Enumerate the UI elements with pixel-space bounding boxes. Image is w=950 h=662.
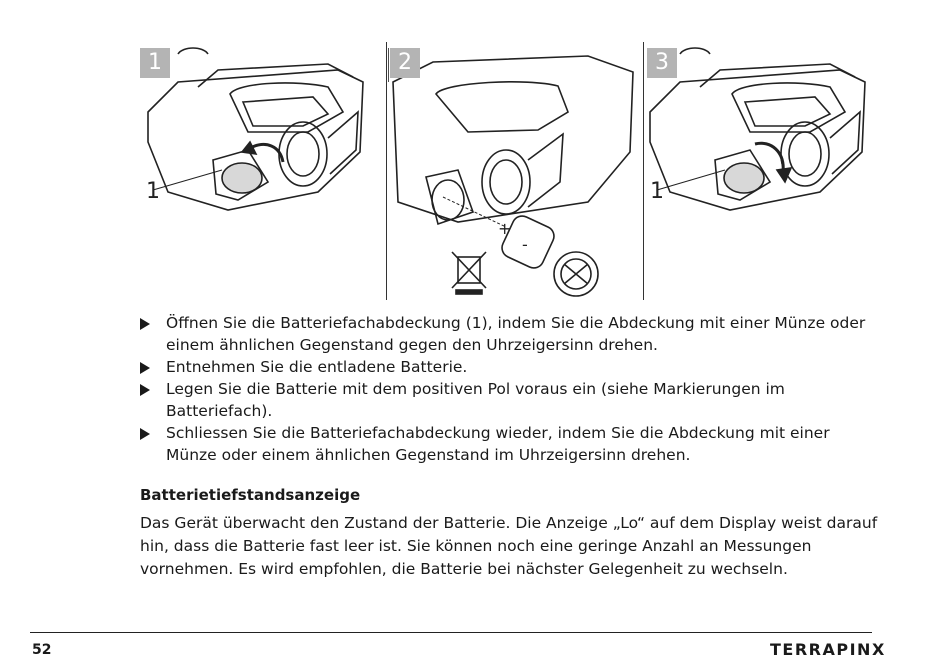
figure-step-2 bbox=[388, 42, 640, 300]
figure-step-3 bbox=[645, 42, 875, 300]
page-number: 52 bbox=[32, 642, 52, 658]
device-open-cover-illustration bbox=[138, 42, 378, 300]
instruction-text: Legen Sie die Batterie mit dem positiven Pol voraus ein (siehe Markierungen im Batteriefach). bbox=[166, 380, 785, 420]
instruction-list bbox=[140, 312, 880, 466]
bullet-arrow-icon bbox=[140, 384, 150, 396]
instruction-text: Entnehmen Sie die entladene Batterie. bbox=[166, 358, 468, 376]
battery-insert-illustration bbox=[388, 42, 640, 300]
instruction-text: Schliessen Sie die Batteriefachabdeckung wieder, indem Sie die Abdeckung mit einer Münze oder einem ähnlichen Gegenstand im Uhrzeigersinn drehen. bbox=[166, 424, 830, 464]
figure-step-1 bbox=[138, 42, 378, 300]
step-number-1: 1 bbox=[140, 48, 170, 78]
instruction-text: Öffnen Sie die Batteriefachabdeckung (1), indem Sie die Abdeckung mit einer Münze oder einem ähnlichen Gegenstand gegen den Uhrzeigersinn drehen. bbox=[166, 314, 866, 354]
callout-1-label: 1 bbox=[146, 179, 160, 204]
footer-divider bbox=[30, 632, 872, 633]
list-item bbox=[140, 356, 880, 378]
figure-divider bbox=[386, 42, 387, 300]
callout-1-label: 1 bbox=[650, 179, 664, 204]
list-item bbox=[140, 378, 880, 422]
step-number-2: 2 bbox=[390, 48, 420, 78]
minus-pole-label: - bbox=[522, 235, 528, 254]
bullet-arrow-icon bbox=[140, 428, 150, 440]
section-heading: Batterietiefstandsanzeige bbox=[140, 486, 361, 504]
list-item bbox=[140, 312, 880, 356]
figure-divider bbox=[643, 42, 644, 300]
list-item bbox=[140, 422, 880, 466]
device-close-cover-illustration bbox=[645, 42, 875, 300]
bullet-arrow-icon bbox=[140, 362, 150, 374]
plus-pole-label: + bbox=[498, 219, 512, 238]
brand-logo: TERRAPINX bbox=[770, 640, 886, 659]
step-number-3: 3 bbox=[647, 48, 677, 78]
section-body: Das Gerät überwacht den Zustand der Batterie. Die Anzeige „Lo“ auf dem Display weist darauf hin, dass die Batterie fast leer ist. Sie können noch eine geringe Anzahl an Messungen vornehmen. Es wird empfohlen, die Batterie bei nächster Gelegenheit zu wechseln. bbox=[140, 514, 878, 578]
bullet-arrow-icon bbox=[140, 318, 150, 330]
